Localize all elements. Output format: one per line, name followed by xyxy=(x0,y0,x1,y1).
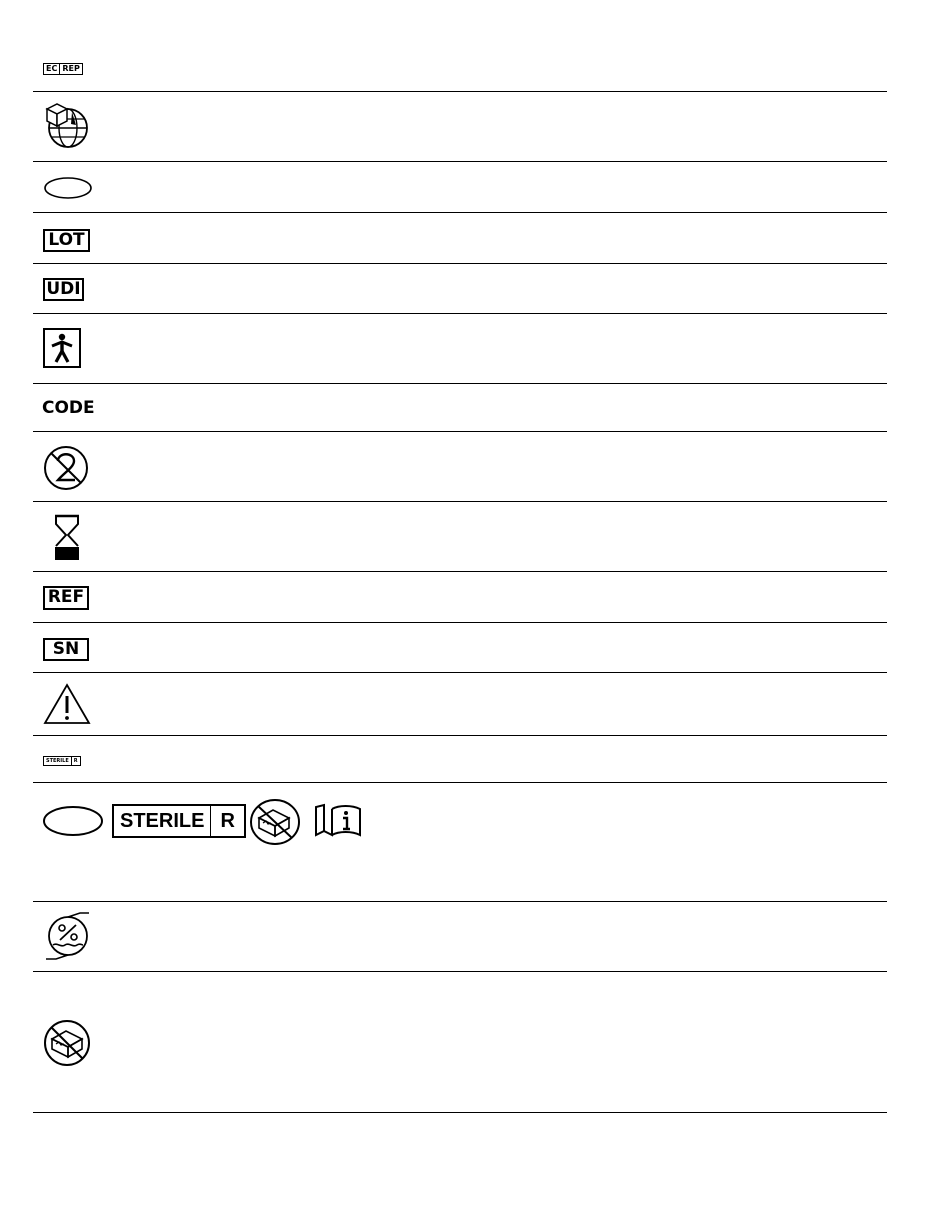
divider xyxy=(33,782,887,783)
divider xyxy=(33,971,887,972)
sterile-small-right: R xyxy=(72,756,81,766)
divider xyxy=(33,622,887,623)
divider xyxy=(33,91,887,92)
humidity-limit-icon xyxy=(43,912,93,967)
sn-symbol: SN xyxy=(43,638,89,661)
ec-rep-symbol xyxy=(43,63,83,75)
sterile-large-left: STERILE xyxy=(112,804,211,838)
type-bf-applied-part-icon xyxy=(43,328,81,373)
sterile-small-left: STERILE xyxy=(43,756,72,766)
sterile-r-small-symbol xyxy=(43,756,81,766)
sterile-large-right: R xyxy=(211,804,245,838)
udi-symbol: UDI xyxy=(43,278,84,301)
divider xyxy=(33,1112,887,1113)
do-not-use-if-damaged-icon xyxy=(43,1019,91,1072)
divider xyxy=(33,313,887,314)
divider xyxy=(33,501,887,502)
sterile-r-large-symbol xyxy=(112,804,246,838)
code-symbol: CODE xyxy=(42,398,95,418)
rx-only-oval-icon xyxy=(43,176,93,205)
consult-instructions-icon xyxy=(314,803,362,842)
divider xyxy=(33,735,887,736)
divider xyxy=(33,263,887,264)
do-not-use-if-damaged-icon xyxy=(249,798,301,851)
caution-icon xyxy=(43,683,91,730)
ec-rep-right: REP xyxy=(60,63,83,75)
use-by-date-icon xyxy=(54,514,80,567)
do-not-reuse-icon xyxy=(43,445,89,496)
divider xyxy=(33,901,887,902)
divider xyxy=(33,383,887,384)
divider xyxy=(33,161,887,162)
divider xyxy=(33,431,887,432)
divider xyxy=(33,672,887,673)
importer-icon xyxy=(44,100,90,157)
divider xyxy=(33,212,887,213)
ref-symbol: REF xyxy=(43,586,89,610)
rx-only-oval-icon xyxy=(42,805,104,842)
lot-symbol: LOT xyxy=(43,229,90,252)
divider xyxy=(33,571,887,572)
ec-rep-left: EC xyxy=(43,63,60,75)
